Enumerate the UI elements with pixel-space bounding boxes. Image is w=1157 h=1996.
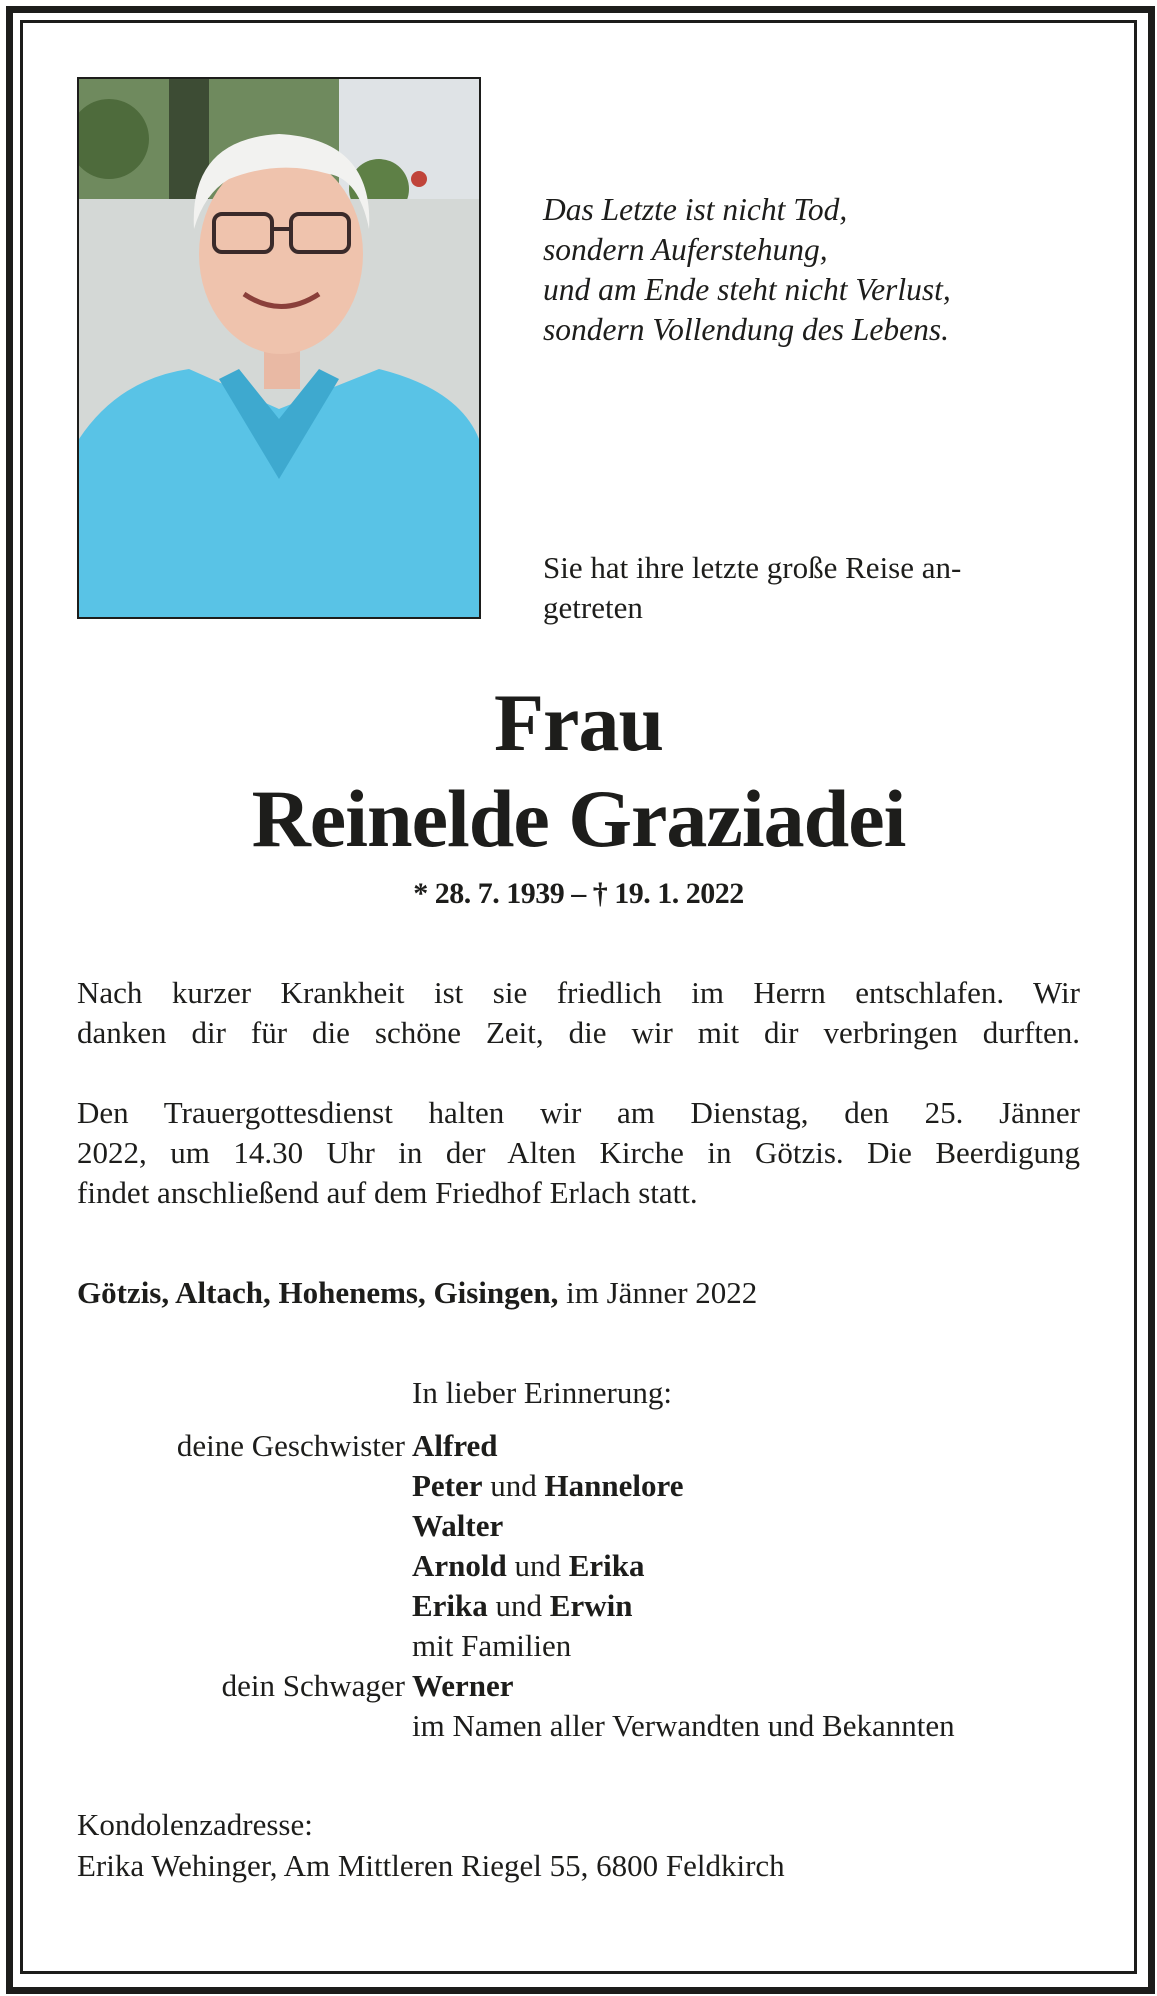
journey-text bbox=[543, 548, 1083, 628]
memorial-quote bbox=[543, 190, 1103, 350]
mourner-name: Walter bbox=[412, 1508, 504, 1543]
life-dates: * 28. 7. 1939 – † 19. 1. 2022 bbox=[413, 877, 744, 910]
brother-in-law-label: dein Schwager bbox=[221, 1668, 405, 1703]
mourner-name: Hannelore bbox=[544, 1468, 684, 1503]
conjunction: und bbox=[487, 1588, 550, 1623]
mourner-name: Erika bbox=[568, 1548, 645, 1583]
journey-line: Sie hat ihre letzte große Reise an- bbox=[543, 550, 962, 585]
funeral-paragraph bbox=[77, 1093, 1080, 1213]
paragraph-line: Den Trauergottesdienst halten wir am Dienstag, den 25. Jänner bbox=[77, 1095, 1080, 1130]
place-and-date bbox=[77, 1273, 757, 1313]
mourner-line bbox=[412, 1666, 514, 1706]
conjunction: und bbox=[482, 1468, 545, 1503]
mourner-name: Arnold bbox=[412, 1548, 507, 1583]
condolence-label: Kondolenzadresse: bbox=[77, 1807, 313, 1842]
mourner-line bbox=[412, 1426, 498, 1466]
portrait-photo bbox=[77, 77, 481, 619]
quote-line: und am Ende steht nicht Verlust, bbox=[543, 272, 951, 307]
portrait-illustration bbox=[79, 79, 479, 617]
siblings-label: deine Geschwister bbox=[176, 1428, 405, 1463]
paragraph-line: 2022, um 14.30 Uhr in der Alten Kirche in Götzis. Die Beerdigung bbox=[77, 1135, 1080, 1170]
mourner-line bbox=[412, 1466, 683, 1506]
conjunction: und bbox=[506, 1548, 569, 1583]
quote-line: sondern Vollendung des Lebens. bbox=[543, 312, 949, 347]
mourner-name: Werner bbox=[412, 1668, 514, 1703]
mourner-name: Alfred bbox=[412, 1428, 498, 1463]
mourners-heading: In lieber Erinnerung: bbox=[412, 1375, 672, 1410]
relatives-line: im Namen aller Verwandten und Bekannten bbox=[412, 1708, 955, 1743]
notice-date: im Jänner 2022 bbox=[558, 1275, 758, 1310]
mourner-line bbox=[412, 1506, 503, 1546]
deceased-name: Reinelde Graziadei bbox=[251, 773, 906, 864]
mourner-line bbox=[412, 1546, 645, 1586]
paragraph-line: danken dir für die schöne Zeit, die wir mit dir verbringen durften. bbox=[77, 1015, 1080, 1050]
honorific: Frau bbox=[493, 677, 664, 768]
quote-line: sondern Auferstehung, bbox=[543, 232, 828, 267]
condolence-address: Erika Wehinger, Am Mittleren Riegel 55, 6800 Feldkirch bbox=[77, 1848, 785, 1883]
quote-line: Das Letzte ist nicht Tod, bbox=[543, 192, 848, 227]
paragraph-line: Nach kurzer Krankheit ist sie friedlich im Herrn entschlafen. Wir bbox=[77, 975, 1080, 1010]
mourner-name: Peter bbox=[412, 1468, 483, 1503]
mourner-name: Erika bbox=[412, 1588, 488, 1623]
mourner-line bbox=[412, 1586, 632, 1626]
families-line: mit Familien bbox=[412, 1628, 572, 1663]
death-notice-paragraph bbox=[77, 973, 1080, 1053]
paragraph-line: findet anschließend auf dem Friedhof Erlach statt. bbox=[77, 1175, 698, 1210]
mourner-name: Erwin bbox=[549, 1588, 633, 1623]
journey-line: getreten bbox=[543, 590, 643, 625]
towns: Götzis, Altach, Hohenems, Gisingen, bbox=[77, 1275, 559, 1310]
